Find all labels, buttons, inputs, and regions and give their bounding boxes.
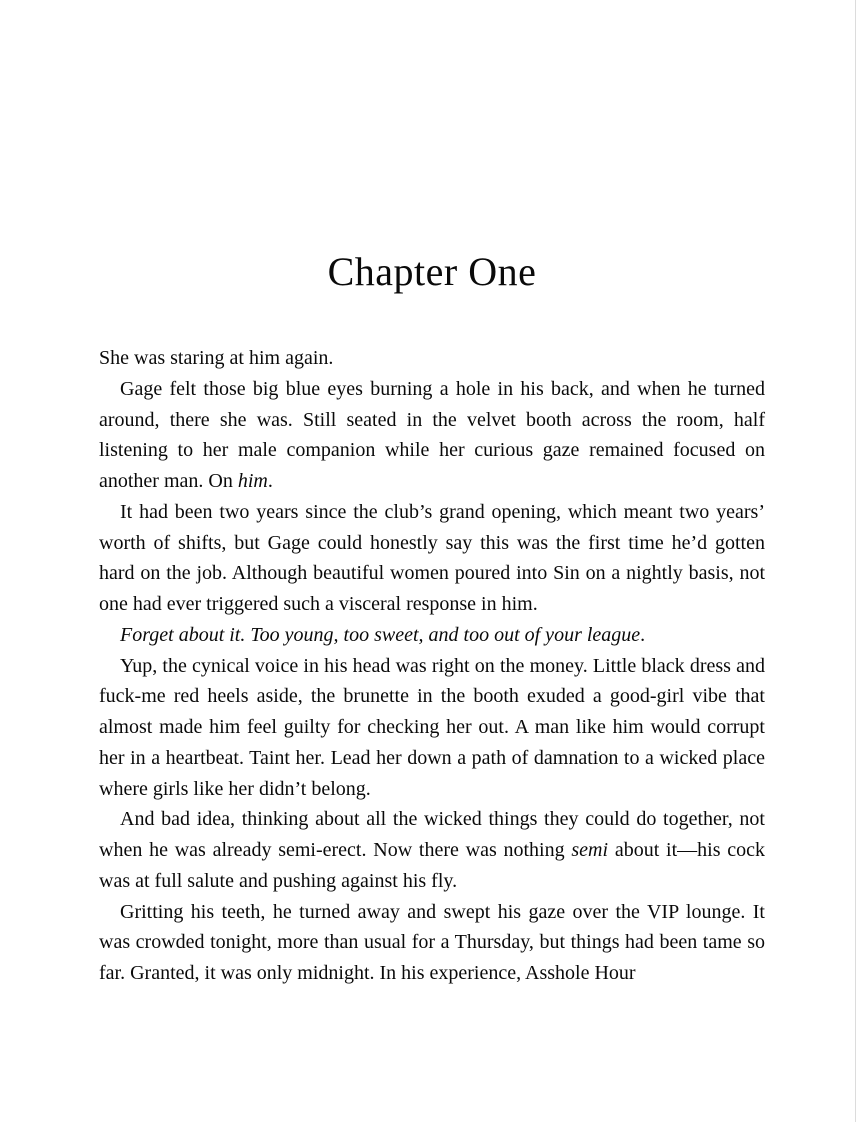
italic-text-run: him xyxy=(237,470,268,492)
text-run: Gage felt those big blue eyes burning a hole in his back, and when he turned around, there she was. Still seated in the velvet booth across the room, half listening to her male companion while her curious gaze remained focused on another man. On xyxy=(99,377,765,492)
text-run: . xyxy=(267,470,273,492)
text-run: Yup, the cynical voice in his head was right on the money. Little black dress and fuck-me red heels aside, the brunette in the booth exuded a good-girl vibe that almost made him feel guilty for checking her out. A man like him would corrupt her in a heartbeat. Taint her. Lead her down a path of damnation to a wicked place where girls like her didn’t belong. xyxy=(99,654,765,800)
page-edge-line xyxy=(855,0,856,1122)
paragraph xyxy=(99,897,765,989)
paragraph xyxy=(99,620,765,651)
text-run: Gritting his teeth, he turned away and swept his gaze over the VIP lounge. It was crowded tonight, more than usual for a Thursday, but things had been tame so far. Granted, it was only midnight. In his experience, Asshole Hour xyxy=(99,900,765,984)
text-run: And bad idea, thinking about all the wicked things they could do together, not when he was already semi-erect. Now there was nothing xyxy=(99,808,765,861)
italic-text-run: Forget about it. Too young, too sweet, and too out of your league xyxy=(120,623,641,646)
body-text xyxy=(99,343,765,989)
text-run: She was staring at him again. xyxy=(99,347,334,369)
chapter-title: Chapter One xyxy=(327,249,537,294)
paragraph xyxy=(99,343,765,374)
text-run: . xyxy=(640,623,646,646)
paragraph xyxy=(99,497,765,620)
text-run: It had been two years since the club’s grand opening, which meant two years’ worth of shifts, but Gage could honestly say this was the first time he’d gotten hard on the job. Although beautiful women poured into Sin on a nightly basis, not one had ever triggered such a visceral response in him. xyxy=(99,500,765,615)
text-run: about it—his cock was at full salute and pushing against his fly. xyxy=(99,839,765,892)
paragraph xyxy=(99,651,765,805)
italic-text-run: semi xyxy=(571,839,609,861)
paragraph xyxy=(99,804,765,896)
paragraph xyxy=(99,374,765,497)
